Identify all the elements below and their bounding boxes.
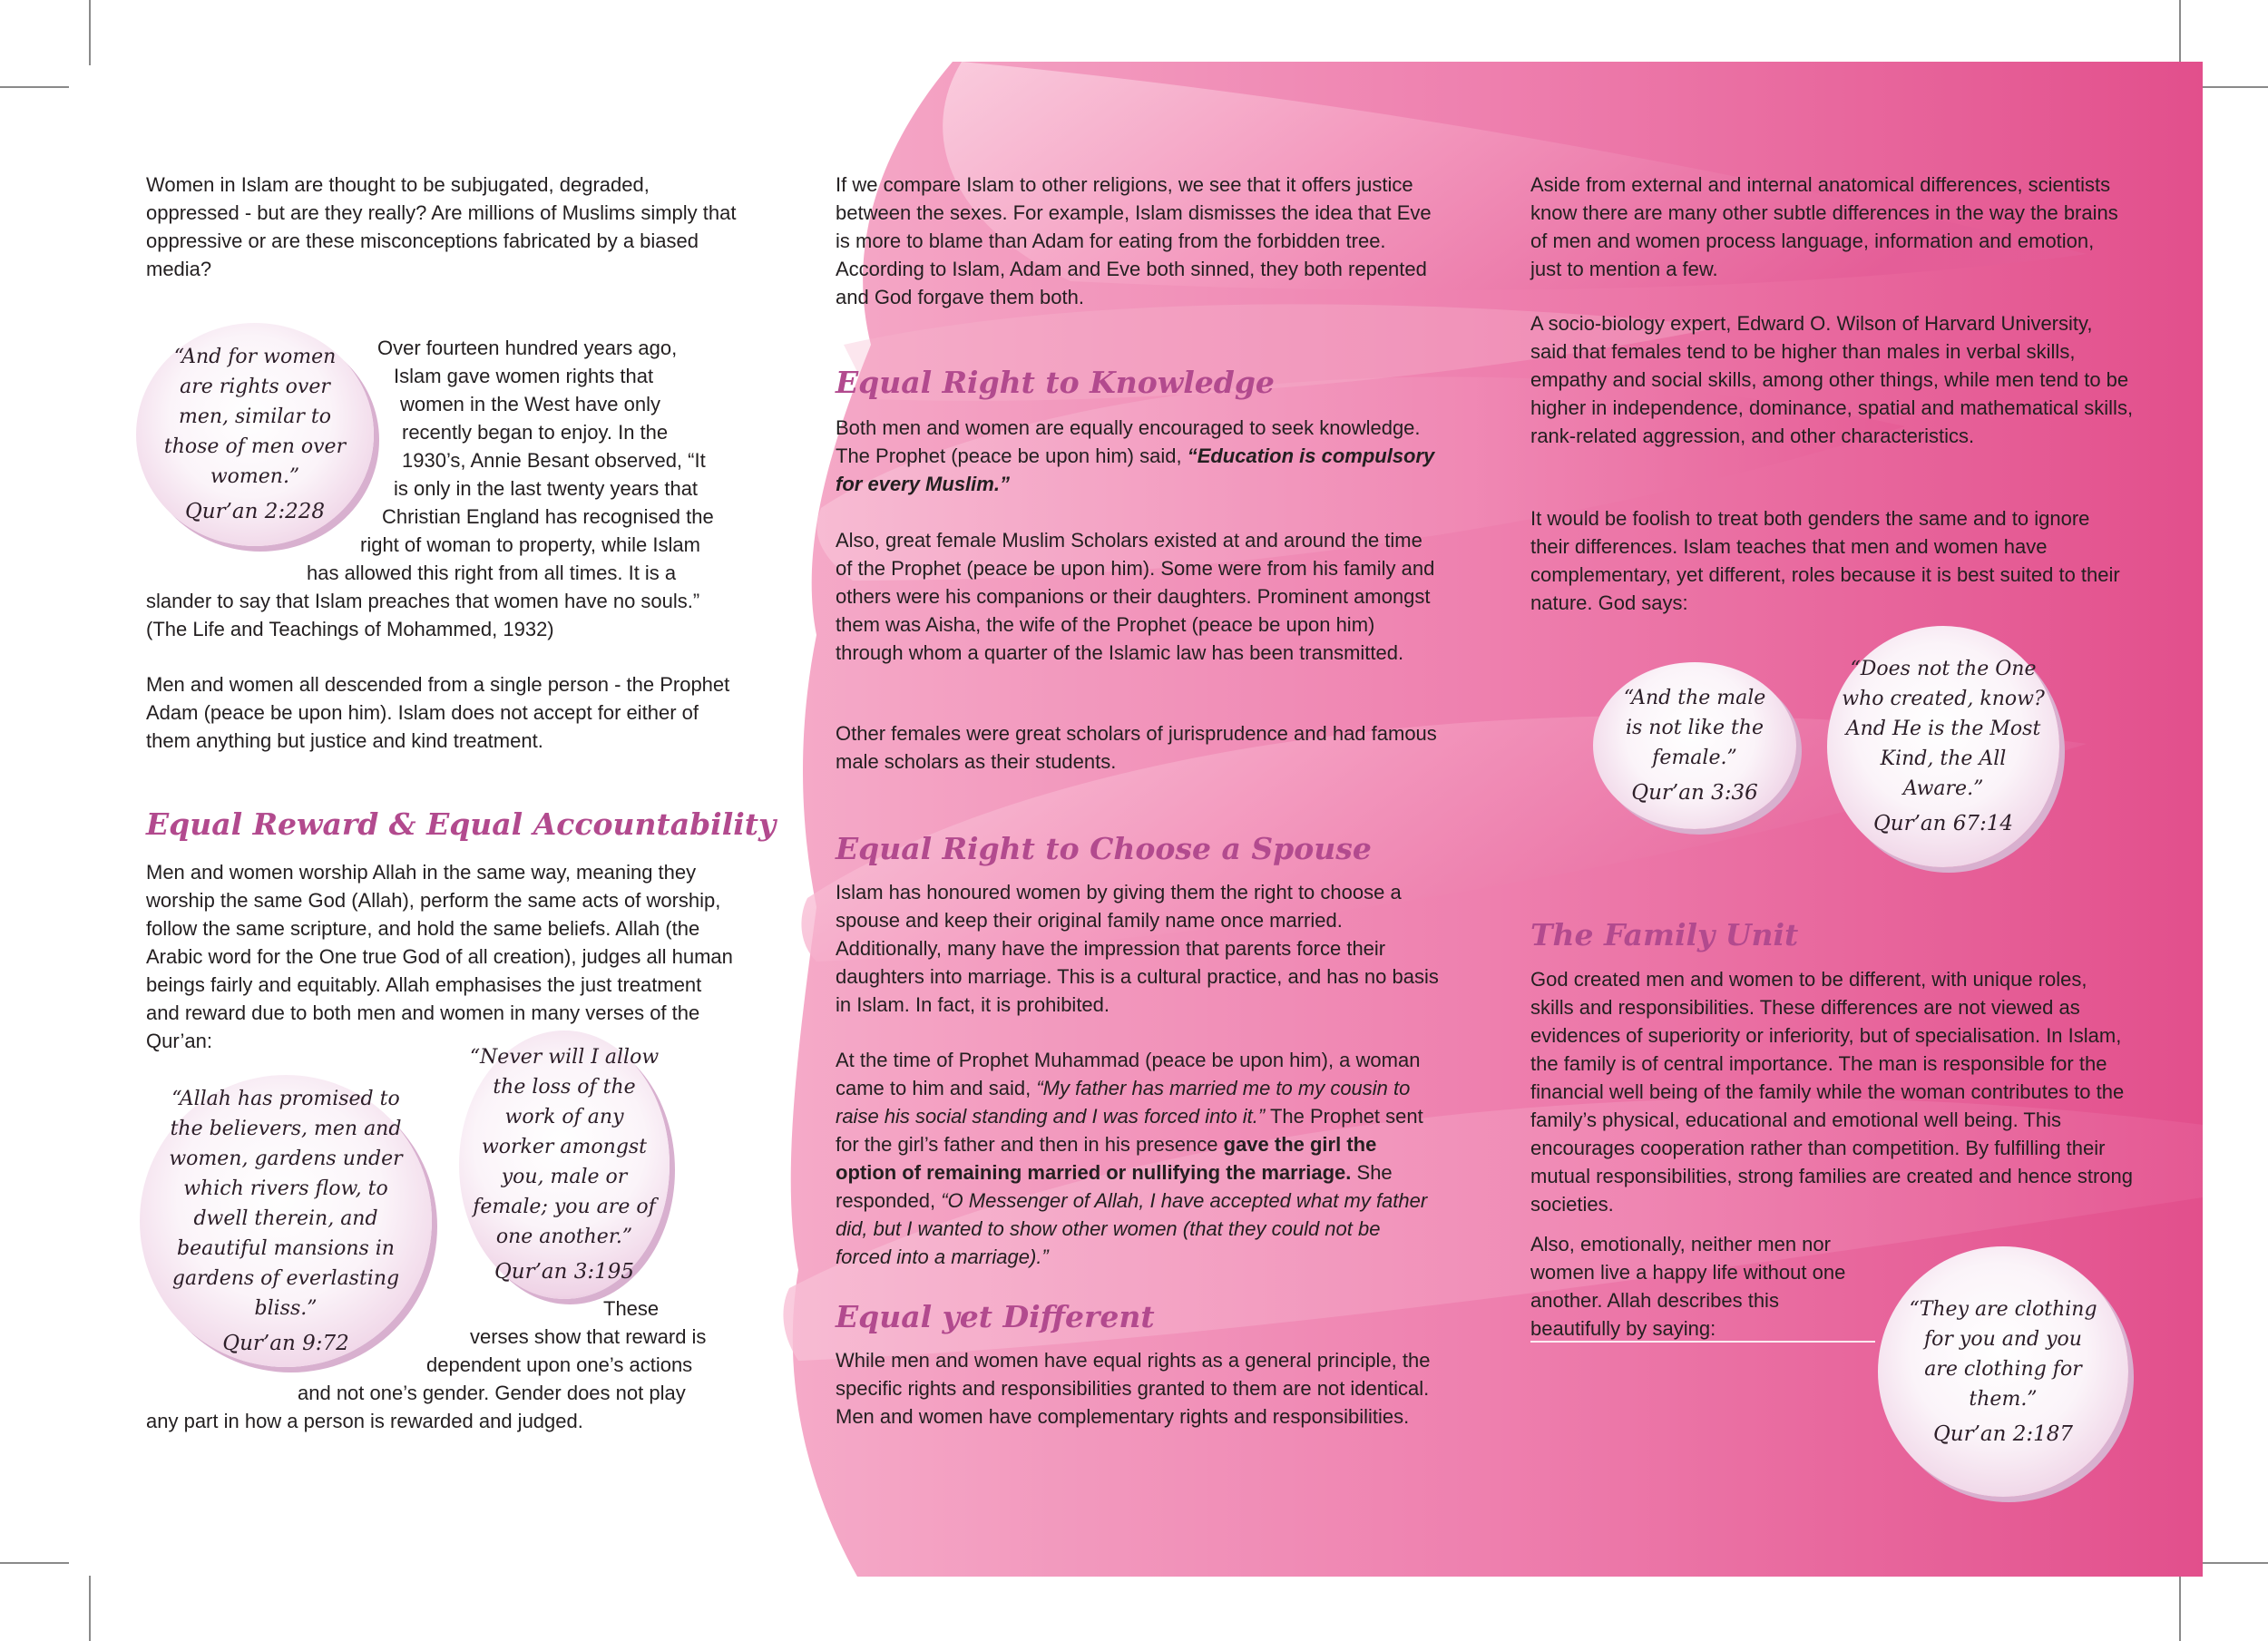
text-line: is only in the last twenty years that xyxy=(394,477,699,500)
quote-text: “And for women are rights over men, similar to those of men over women.” xyxy=(163,346,347,488)
quote-text: “Never will I allow the loss of the work of any worker amongst you, male or female; you are of one another.” xyxy=(469,1046,660,1248)
anatomical-paragraph: Aside from external and internal anatomical differences, scientists know there are many other subtle differences in the way the brains of men and women process language, information and emotion, just to mention a few. xyxy=(1530,173,2118,280)
quote-text: “They are clothing for you and you are clothing for them.” xyxy=(1909,1297,2097,1411)
quote-circle xyxy=(136,323,374,546)
story-paragraph: At the time of Prophet Muhammad (peace be upon him), a woman came to him and said, “My father has married me to my cousin to raise his social standing and I was forced into it.” The Prophet sent for the girl’s father and then in his presence gave the girl the option of remaining married or nullifying the marriage. She responded, “O Messenger of Allah, I have accepted what my father did, but I wanted to show other women (that they could not be forced into a marriage).” xyxy=(836,1049,1428,1268)
text-line: has allowed this right from all times. It is a xyxy=(307,562,677,584)
worship-paragraph: Men and women worship Allah in the same way, meaning they worship the same God (Allah), perform the same acts of worship, follow the same scripture, and hold the same beliefs. Allah (the Arabic word for the One true God of all creation), judges all human beings fairly and equitably. Allah emphasises the just treatment and reward due to both men and women in many verses of the Qur’an: xyxy=(146,861,733,1052)
quote-circle xyxy=(140,1075,432,1367)
text-line: recently began to enjoy. In the xyxy=(402,421,669,444)
quote-circle xyxy=(1593,662,1796,829)
text-line: women in the West have only xyxy=(400,393,660,415)
text-line: Christian England has recognised the xyxy=(382,505,714,528)
quote-reference: Qur’an 67:14 xyxy=(1872,812,2014,835)
scholars-paragraph: Also, great female Muslim Scholars existed at and around the time of the Prophet (peace be upon him). Some were from his family and others were his companions or their daughters. Prominent amongst them was Aisha, the wife of the Prophet (peace be upon him) through whom a quarter of the Islamic law has been transmitted. xyxy=(836,529,1435,664)
text-line: dependent upon one’s actions xyxy=(426,1353,693,1376)
text-line: These xyxy=(603,1297,660,1320)
divider xyxy=(1530,1341,1875,1343)
spouse-paragraph: Islam has honoured women by giving them the right to choose a spouse and keep their original family name once married. Additionally, many have the impression that parents force their daughters into marriage. This is a cultural practice, and has no basis in Islam. In fact, it is prohibited. xyxy=(836,881,1439,1016)
text-line: and not one’s gender. Gender does not play xyxy=(298,1382,686,1404)
quote-reference: Qur’an 3:36 xyxy=(1631,781,1758,805)
heading-equal-reward: Equal Reward & Equal Accountability xyxy=(146,806,777,842)
knowledge-paragraph: Both men and women are equally encouraged to seek knowledge. The Prophet (peace be upon him) said, “Education is compulsory for every Muslim.” xyxy=(836,416,1435,495)
quote-reference: Qur’an 3:195 xyxy=(494,1260,635,1284)
quote-circle xyxy=(459,1031,670,1299)
wilson-paragraph: A socio-biology expert, Edward O. Wilson of Harvard University, said that females tend to be higher than males in verbal skills, empathy and social skills, among other things, while men tend to be higher in independence, dominance, spatial and mathematical skills, rank-related aggression, and other characteristics. xyxy=(1530,312,2134,447)
text-line: Islam gave women rights that xyxy=(394,365,654,387)
text-line: slander to say that Islam preaches that women have no souls.” xyxy=(146,590,700,612)
text-line: (The Life and Teachings of Mohammed, 1932) xyxy=(146,618,554,640)
text-line: Over fourteen hundred years ago, xyxy=(377,337,678,359)
text-line: right of woman to property, while Islam xyxy=(360,533,700,556)
other-females-paragraph: Other females were great scholars of jurisprudence and had famous male scholars as their students. xyxy=(836,722,1437,773)
quote-reference: Qur’an 9:72 xyxy=(222,1331,349,1355)
descended-paragraph: Men and women all descended from a single person - the Prophet Adam (peace be upon him). Islam does not accept for either of them anything but justice and kind treatment. xyxy=(146,673,730,752)
text-line: 1930’s, Annie Besant observed, “It xyxy=(402,449,706,472)
heading-family: The Family Unit xyxy=(1530,917,1799,952)
text-line: any part in how a person is rewarded and judged. xyxy=(146,1410,583,1432)
heading-different: Equal yet Different xyxy=(836,1299,1155,1334)
heading-spouse: Equal Right to Choose a Spouse xyxy=(836,831,1372,866)
foolish-paragraph: It would be foolish to treat both genders the same and to ignore their differences. Islam teaches that men and women have complementary, yet different, roles because it is best suited to their nature. God says: xyxy=(1530,507,2120,614)
quote-text: “And the male is not like the female.” xyxy=(1623,687,1766,769)
text-line: verses show that reward is xyxy=(470,1325,707,1348)
quote-text: “Allah has promised to the believers, men and women, gardens under which rivers flow, to dwell therein, and beautiful mansions in gardens of everlasting bliss.” xyxy=(169,1087,403,1320)
family-paragraph: God created men and women to be different, with unique roles, skills and responsibilities. These differences are not viewed as evidences of superiority or inferiority, but of specialisation. In Islam, the family is of central importance. The man is responsible for the financial well being of the family while the woman contributes to the family’s physical, educational and emotional well being. This encourages cooperation rather than competition. By fulfilling their mutual responsibilities, strong families are created and hence strong societies. xyxy=(1530,968,2134,1216)
different-paragraph: While men and women have equal rights as a general principle, the specific rights and responsibilities granted to them are not identical. Men and women have complementary rights and responsibilities. xyxy=(836,1349,1431,1428)
intro-paragraph: Women in Islam are thought to be subjugated, degraded, oppressed - but are they really? Are millions of Muslims simply that oppressive or are these misconceptions fabricated by a biased media? xyxy=(146,173,737,280)
heading-knowledge: Equal Right to Knowledge xyxy=(836,365,1275,400)
compare-paragraph: If we compare Islam to other religions, we see that it offers justice between the sexes. For example, Islam dismisses the idea that Eve is more to blame than Adam for eating from the forbidden tree. According to Islam, Adam and Eve both sinned, they both repented and God forgave them both. xyxy=(836,173,1432,308)
hadith-quote: “Education is compulsory for every Muslim.” xyxy=(836,444,1435,495)
emotion-paragraph: Also, emotionally, neither men nor women live a happy life without one another. Allah describes this beautifully by saying: xyxy=(1530,1233,1846,1340)
quote-reference: Qur’an 2:187 xyxy=(1932,1421,2074,1446)
quote-reference: Qur’an 2:228 xyxy=(184,500,326,523)
quote-circle xyxy=(1827,626,2059,867)
quote-text: “Does not the One who created, know? And He is the Most Kind, the All Aware.” xyxy=(1842,658,2045,800)
quote-circle xyxy=(1878,1246,2128,1497)
